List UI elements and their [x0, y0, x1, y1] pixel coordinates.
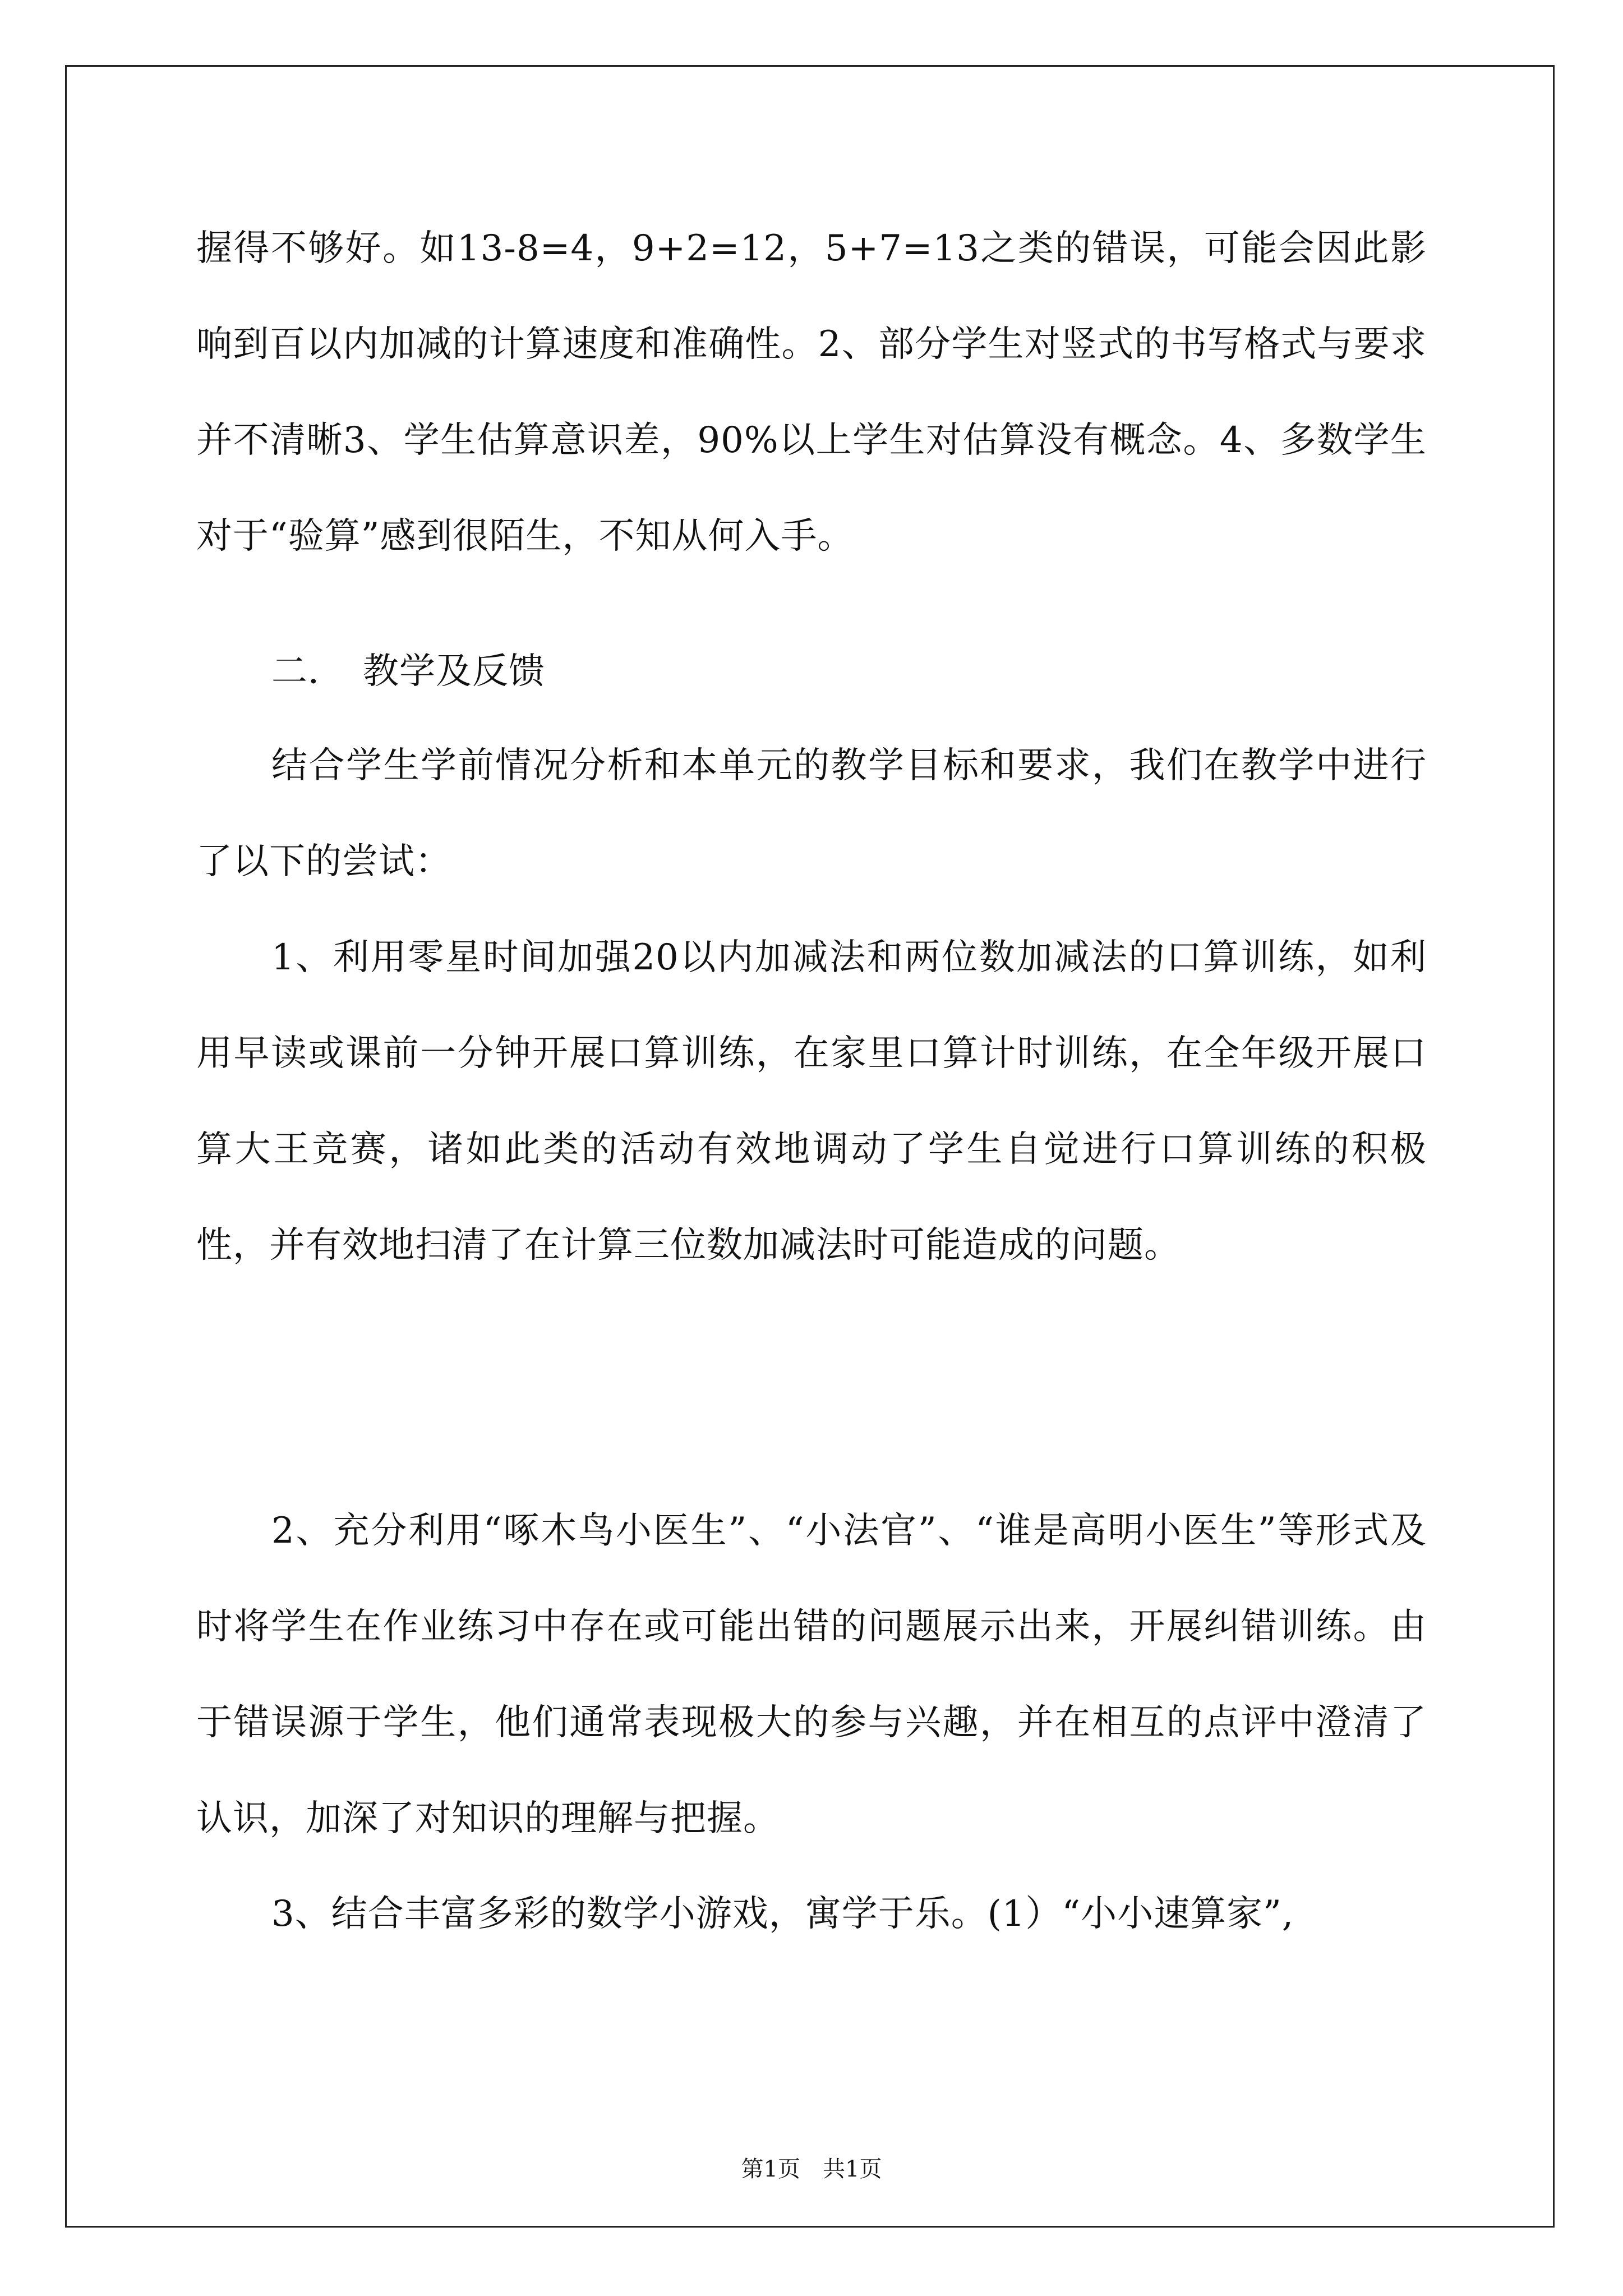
page-footer: 第1页 共1页	[741, 2156, 882, 2182]
section-heading: 二． 教学及反馈	[271, 651, 545, 692]
paragraph-5: 3、结合丰富多彩的数学小游戏，寓学于乐。(1）“小小速算家”,	[271, 1893, 1294, 1935]
paragraph-1: 握得不够好。如13-8=4，9+2=12，5+7=13之类的错误，可能会因此影响到百以内加减的计算速度和准确性。2、部分学生对竖式的书写格式与要求并不清晰3、学生估算意识差，90%以上学生对估算没有概念。4、多数学生对于“验算”感到很陌生，不知从何入手。	[196, 228, 1427, 557]
paragraph-4: 2、充分利用“啄木鸟小医生”、“小法官”、“谁是高明小医生”等形式及时将学生在作业练习中存在或可能出错的问题展示出来，开展纠错训练。由于错误源于学生，他们通常表现极大的参与兴趣，并在相互的点评中澄清了认识，加深了对知识的理解与把握。	[196, 1510, 1427, 1839]
paragraph-2: 结合学生学前情况分析和本单元的教学目标和要求，我们在教学中进行了以下的尝试：	[196, 745, 1427, 882]
paragraph-3: 1、利用零星时间加强20以内加减法和两位数加减法的口算训练，如利用早读或课前一分钟开展口算训练，在家里口算计时训练，在全年级开展口算大王竞赛，诸如此类的活动有效地调动了学生自觉进行口算训练的积极性，并有效地扫清了在计算三位数加减法时可能造成的问题。	[196, 937, 1427, 1266]
